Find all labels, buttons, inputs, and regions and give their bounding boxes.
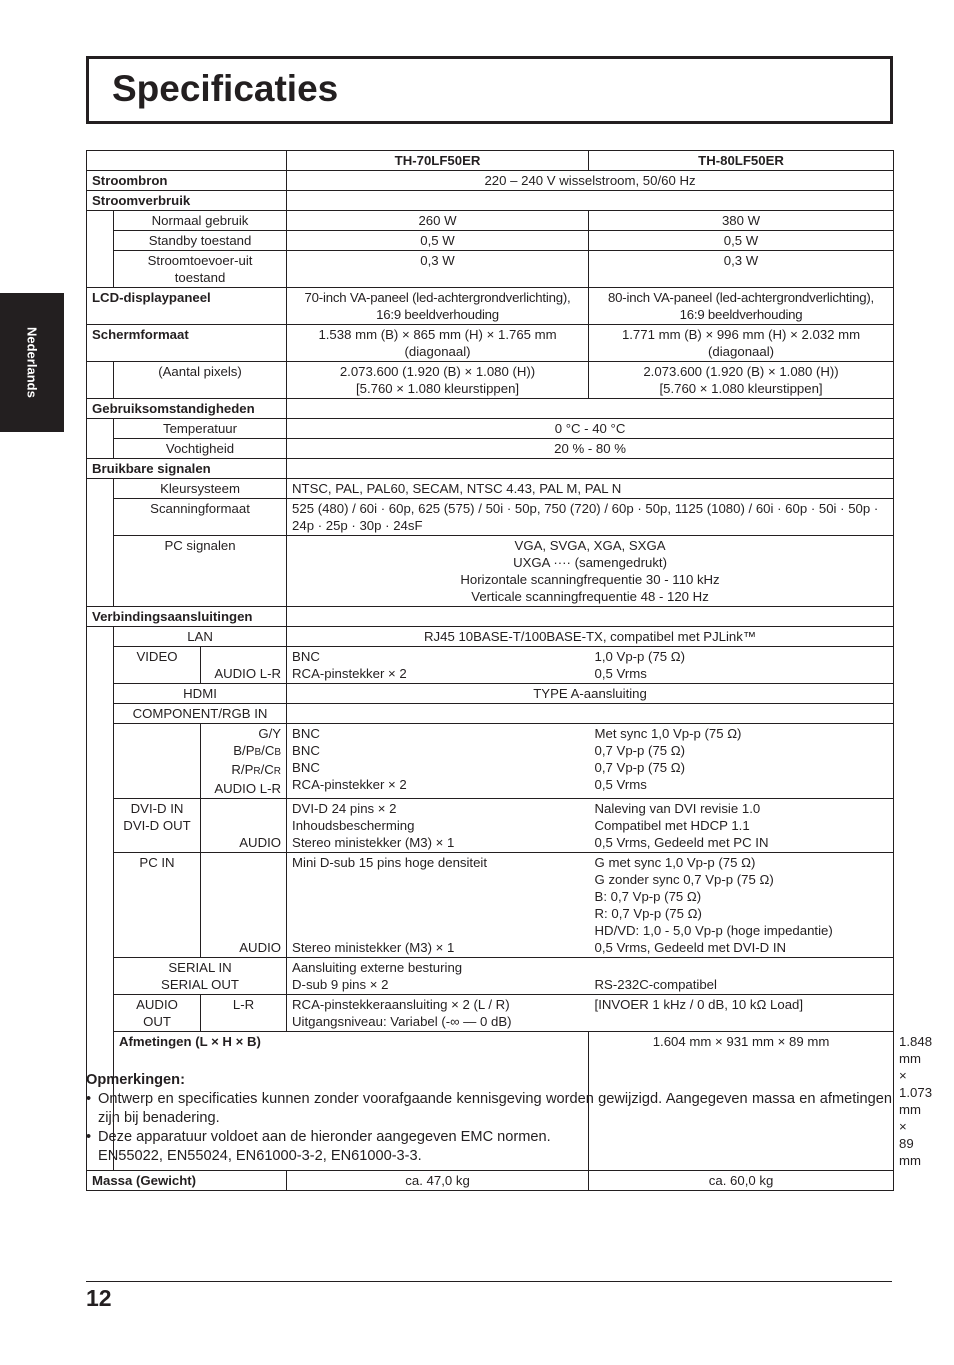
row-value: 525 (480) / 60i · 60p, 625 (575) / 50i · 50p, 750 (720) / 60p · 50p, 1125 (1080) / 60i · 60p · 50i · 50p · 24p · 25p · 30p · 24sF xyxy=(287,499,894,536)
row-value: 0,5 W xyxy=(589,231,894,251)
row-label: Stroomtoevoer-uit toestand xyxy=(114,251,287,288)
indent-cell xyxy=(87,211,114,288)
row-label: HDMI xyxy=(114,684,287,704)
empty-cell xyxy=(287,607,894,627)
empty-cell xyxy=(287,399,894,419)
row-value: 0,5 W xyxy=(287,231,589,251)
model-2-header: TH-80LF50ER xyxy=(589,151,894,171)
row-value: Met sync 1,0 Vp-p (75 Ω) 0,7 Vp-p (75 Ω) 0,7 Vp-p (75 Ω) 0,5 Vrms xyxy=(589,724,894,799)
row-value: 20 % - 80 % xyxy=(287,439,894,459)
row-value: 80-inch VA-paneel (led-achtergrondverlichting), 16:9 beeldverhouding xyxy=(589,288,894,325)
table-row xyxy=(87,399,894,419)
table-row xyxy=(87,419,894,439)
blank-cell xyxy=(114,724,201,799)
table-row xyxy=(87,499,894,536)
table-header-row xyxy=(87,151,894,171)
row-value: TYPE A-aansluiting xyxy=(287,684,894,704)
component-sub-b-small2: B xyxy=(274,747,282,758)
row-value: 1.604 mm × 931 mm × 89 mm xyxy=(589,1032,894,1171)
row-sublabel: L-R xyxy=(201,995,287,1032)
section-label: Verbindingsaansluitingen xyxy=(87,607,287,627)
table-row xyxy=(87,607,894,627)
table-row xyxy=(87,251,894,288)
row-label: AUDIO OUT xyxy=(114,995,201,1032)
row-label: DVI-D IN DVI-D OUT xyxy=(114,799,201,853)
row-sublabel: AUDIO L-R xyxy=(201,647,287,684)
empty-cell xyxy=(287,704,894,724)
table-row xyxy=(87,325,894,362)
table-row xyxy=(87,853,894,958)
row-value: G met sync 1,0 Vp-p (75 Ω) G zonder sync 0,7 Vp-p (75 Ω) B: 0,7 Vp-p (75 Ω) R: 0,7 Vp-p (75 Ω) HD/VD: 1,0 - 5,0 Vp-p (hoge impedantie) 0,5 Vrms, Gedeeld met DVI-D IN xyxy=(589,853,894,958)
row-label: Standby toestand xyxy=(114,231,287,251)
component-sub-audio: AUDIO L-R xyxy=(214,781,282,796)
header-empty-cell xyxy=(87,151,287,171)
table-row: Afmetingen (L × H × B) 1.604 mm × 931 mm × 89 mm 1.848 mm × 1.073 mm × 89 mm xyxy=(87,1032,894,1171)
component-sub-b-text2: /C xyxy=(261,743,275,758)
table-row xyxy=(87,191,894,211)
notes-heading: Opmerkingen: xyxy=(86,1072,185,1088)
row-value: VGA, SVGA, XGA, SXGA UXGA ···· (samengedrukt) Horizontale scanningfrequentie 30 - 110 kHz Verticale scanningfrequentie 48 - 120 Hz xyxy=(287,536,894,607)
row-label: Afmetingen (L × H × B) xyxy=(114,1032,589,1171)
row-label: Schermformaat xyxy=(87,325,287,362)
bullet-icon: • xyxy=(86,1129,92,1145)
row-value: Aansluiting externe besturing D-sub 9 pins × 2 xyxy=(287,958,589,995)
empty-cell xyxy=(287,191,894,211)
bullet-icon: • xyxy=(86,1091,92,1107)
component-sub-r-text2: /C xyxy=(260,762,274,777)
row-sublabel xyxy=(201,724,287,799)
table-row xyxy=(87,799,894,853)
row-value: DVI-D 24 pins × 2 Inhoudsbescherming Stereo ministekker (M3) × 1 xyxy=(287,799,589,853)
note-text: Ontwerp en specificaties kunnen zonder voorafgaande kennisgeving worden gewijzigd. Aangegeven massa en afmetingen zijn bij benadering. xyxy=(98,1091,892,1126)
row-value: RCA-pinstekkeraansluiting × 2 (L / R) Uitgangsniveau: Variabel (-∞ — 0 dB) xyxy=(287,995,589,1032)
row-value: 1.771 mm (B) × 996 mm (H) × 2.032 mm (diagonaal) xyxy=(589,325,894,362)
row-value: 260 W xyxy=(287,211,589,231)
notes-section xyxy=(86,1071,892,1166)
component-sub-g: G/Y xyxy=(258,726,282,741)
row-sublabel: AUDIO xyxy=(201,853,287,958)
table-row xyxy=(87,288,894,325)
row-value: ca. 47,0 kg xyxy=(287,1171,589,1191)
row-label: LAN xyxy=(114,627,287,647)
component-sub-r xyxy=(206,761,281,780)
row-value: Mini D-sub 15 pins hoge densiteit Stereo ministekker (M3) × 1 xyxy=(287,853,589,958)
table-row xyxy=(87,231,894,251)
row-value: RJ45 10BASE-T/100BASE-TX, compatibel met PJLink™ xyxy=(287,627,894,647)
row-value: 1,0 Vp-p (75 Ω) 0,5 Vrms xyxy=(589,647,894,684)
row-value: 380 W xyxy=(589,211,894,231)
row-value: BNC RCA-pinstekker × 2 xyxy=(287,647,589,684)
component-sub-b-small: B xyxy=(254,747,262,758)
row-value: 0,3 W xyxy=(287,251,589,288)
table-row xyxy=(87,958,894,995)
row-value: [INVOER 1 kHz / 0 dB, 10 kΩ Load] xyxy=(589,995,894,1032)
row-value: BNC BNC BNC RCA-pinstekker × 2 xyxy=(287,724,589,799)
row-label: (Aantal pixels) xyxy=(114,362,287,399)
note-text: Deze apparatuur voldoet aan de hieronder aangegeven EMC normen. xyxy=(98,1129,551,1145)
row-value: 70-inch VA-paneel (led-achtergrondverlichting), 16:9 beeldverhouding xyxy=(287,288,589,325)
table-row xyxy=(87,684,894,704)
title-box xyxy=(86,56,893,124)
note-item xyxy=(86,1128,892,1166)
empty-cell xyxy=(287,459,894,479)
row-label: Temperatuur xyxy=(114,419,287,439)
indent-cell xyxy=(87,362,114,399)
table-row xyxy=(87,1171,894,1191)
row-label: SERIAL IN SERIAL OUT xyxy=(114,958,287,995)
language-tab xyxy=(0,293,64,432)
table-row xyxy=(87,479,894,499)
model-1-header: TH-70LF50ER xyxy=(287,151,589,171)
table-row xyxy=(87,459,894,479)
row-label: PC signalen xyxy=(114,536,287,607)
table-row xyxy=(87,704,894,724)
row-label: VIDEO xyxy=(114,647,201,684)
table-row xyxy=(87,171,894,191)
table-row xyxy=(87,439,894,459)
row-sublabel: AUDIO xyxy=(201,799,287,853)
table-row xyxy=(87,536,894,607)
table-row xyxy=(87,627,894,647)
row-value: ca. 60,0 kg xyxy=(589,1171,894,1191)
indent-cell xyxy=(87,479,114,607)
table-row xyxy=(87,211,894,231)
component-sub-r-text: R/P xyxy=(231,762,254,777)
row-value: 0 °C - 40 °C xyxy=(287,419,894,439)
table-row xyxy=(87,724,894,799)
note-text-standards: EN55022, EN55024, EN61000-3-2, EN61000-3-3. xyxy=(98,1148,422,1164)
row-label: Stroombron xyxy=(87,171,287,191)
row-label: Massa (Gewicht) xyxy=(87,1171,287,1191)
component-sub-b xyxy=(206,742,281,761)
page-title: Specificaties xyxy=(112,68,339,109)
section-label: Bruikbare signalen xyxy=(87,459,287,479)
row-value: 220 – 240 V wisselstroom, 50/60 Hz xyxy=(287,171,894,191)
indent-cell xyxy=(87,419,114,459)
table-row xyxy=(87,647,894,684)
row-label: Scanningformaat xyxy=(114,499,287,536)
section-label: Gebruiksomstandigheden xyxy=(87,399,287,419)
row-label: LCD-displaypaneel xyxy=(87,288,287,325)
component-sub-r-small: R xyxy=(253,766,261,777)
component-sub-b-text: B/P xyxy=(233,743,255,758)
row-label: COMPONENT/RGB IN xyxy=(114,704,287,724)
component-sub-r-small2: R xyxy=(273,766,282,777)
table-row xyxy=(87,362,894,399)
spec-table xyxy=(86,150,933,1191)
row-value: 2.073.600 (1.920 (B) × 1.080 (H)) [5.760 × 1.080 kleurstippen] xyxy=(589,362,894,399)
row-value: 1.538 mm (B) × 865 mm (H) × 1.765 mm (diagonaal) xyxy=(287,325,589,362)
row-label: Kleursysteem xyxy=(114,479,287,499)
row-value: NTSC, PAL, PAL60, SECAM, NTSC 4.43, PAL M, PAL N xyxy=(287,479,894,499)
row-value: RS-232C-compatibel xyxy=(589,958,894,995)
language-tab-label: Nederlands xyxy=(24,327,40,398)
footer-divider xyxy=(86,1281,892,1282)
row-label: Normaal gebruik xyxy=(114,211,287,231)
table-row xyxy=(87,995,894,1032)
section-label: Stroomverbruik xyxy=(87,191,287,211)
row-value: Naleving van DVI revisie 1.0 Compatibel met HDCP 1.1 0,5 Vrms, Gedeeld met PC IN xyxy=(589,799,894,853)
row-label: Vochtigheid xyxy=(114,439,287,459)
row-label: PC IN xyxy=(114,853,201,958)
row-value: 0,3 W xyxy=(589,251,894,288)
row-value: 2.073.600 (1.920 (B) × 1.080 (H)) [5.760 × 1.080 kleurstippen] xyxy=(287,362,589,399)
note-item xyxy=(86,1090,892,1128)
page-number: 12 xyxy=(86,1285,112,1311)
